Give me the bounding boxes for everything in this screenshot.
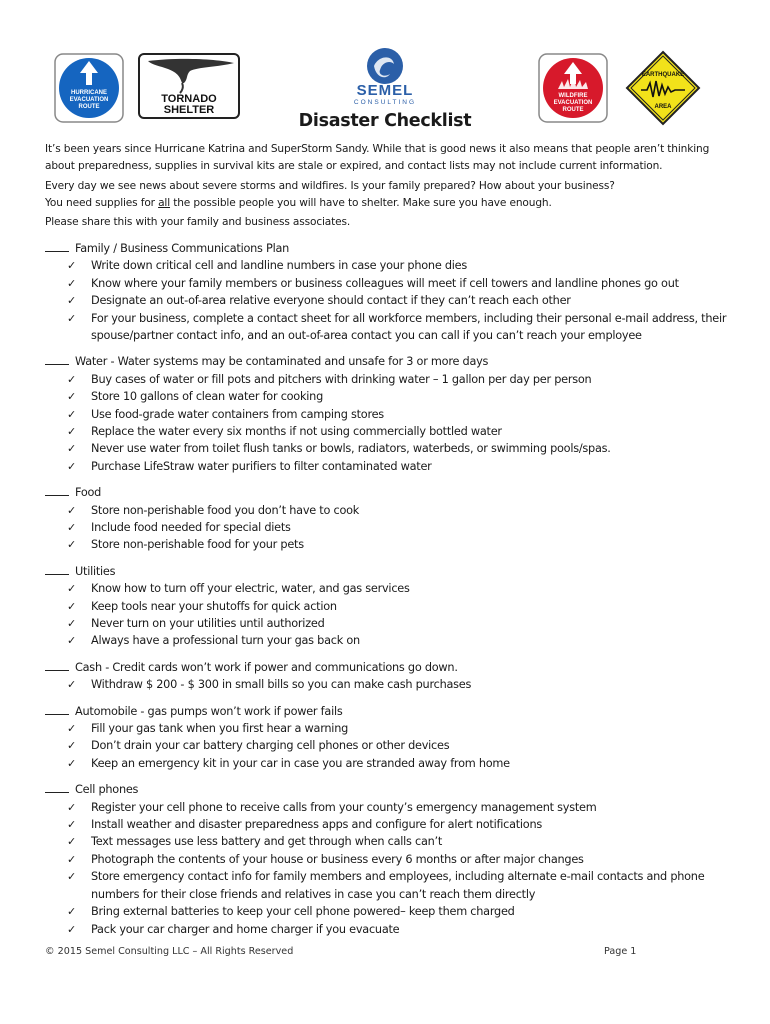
checkmark-icon: ✓ — [67, 521, 76, 535]
checkmark-icon: ✓ — [67, 678, 76, 692]
checklist-item — [45, 423, 735, 440]
checkmark-icon: ✓ — [67, 407, 76, 421]
checkmark-icon: ✓ — [67, 922, 76, 936]
checkmark-icon: ✓ — [67, 634, 76, 648]
checkmark-icon: ✓ — [67, 459, 76, 473]
checklist-section — [45, 703, 735, 773]
checklist-item — [45, 851, 735, 868]
checkmark-icon: ✓ — [67, 294, 76, 308]
section-title: Family / Business Communications Plan — [75, 242, 290, 255]
checklist-item-text: Buy cases of water or fill pots and pitchers with drinking water – 1 gallon per day per person — [91, 372, 592, 386]
checklist-item — [45, 720, 735, 737]
checklist-item — [45, 833, 735, 850]
checklist-item-text: Replace the water every six months if not using commercially bottled water — [91, 425, 502, 439]
checklist-item — [45, 371, 735, 388]
checklist-item — [45, 580, 735, 597]
checklist-item — [45, 440, 735, 457]
tornado-sign-line2: SHELTER — [163, 104, 215, 116]
checkbox-blank-line[interactable] — [45, 703, 69, 715]
intro-text-2a: Every day we see news about severe storms and wildfires. Is your family prepared? How about your business? — [45, 180, 615, 192]
section-heading — [45, 240, 735, 257]
footer-page-number: Page 1 — [604, 946, 637, 957]
section-heading — [45, 563, 735, 580]
intro-paragraph-3 — [45, 214, 735, 231]
checklist-item-text: Never use water from toilet flush tanks or bowls, radiators, waterbeds, or swimming pools/spas. — [91, 442, 611, 456]
checklist-item — [45, 388, 735, 405]
section-heading — [45, 703, 735, 720]
checkmark-icon: ✓ — [67, 870, 76, 884]
checklist-item — [45, 921, 735, 938]
checklist-item-text: Purchase LifeStraw water purifiers to filter contaminated water — [91, 459, 432, 473]
checklist-item-text: Use food-grade water containers from camping stores — [91, 407, 384, 421]
checklist-items — [45, 676, 735, 693]
checklist-item-text: Keep tools near your shutoffs for quick action — [91, 599, 337, 613]
checklist-item — [45, 406, 735, 423]
checklist-item-text: Store non-perishable food you don’t have to cook — [91, 503, 360, 517]
checklist-item — [45, 632, 735, 649]
checkbox-blank-line[interactable] — [45, 781, 69, 793]
checklist-item — [45, 799, 735, 816]
wildfire-sign-line1: WILDFIRE — [558, 93, 588, 99]
section-heading — [45, 659, 735, 676]
checklist-item-text: Write down critical cell and landline numbers in case your phone dies — [91, 259, 468, 273]
hurricane-sign-line2: EVACUATION — [69, 97, 109, 103]
section-title: Utilities — [75, 564, 116, 578]
checklist-item-text: Store non-perishable food for your pets — [91, 538, 304, 552]
checklist-item-text: Bring external batteries to keep your cell phone powered– keep them charged — [91, 905, 515, 919]
checklist-item — [45, 536, 735, 553]
wildfire-sign-line3: ROUTE — [562, 107, 584, 113]
checklist-item — [45, 310, 735, 345]
checkmark-icon: ✓ — [67, 442, 76, 456]
checklist-items — [45, 799, 735, 938]
checkmark-icon: ✓ — [67, 852, 76, 866]
checklist-item-text: Text messages use less battery and get through when calls can’t — [91, 835, 443, 849]
checkmark-icon: ✓ — [67, 582, 76, 596]
page-title: Disaster Checklist — [298, 111, 472, 131]
checklist-item-text: Store 10 gallons of clean water for cooking — [91, 390, 323, 404]
section-heading — [45, 484, 735, 501]
checklist-item — [45, 755, 735, 772]
section-note: - Credit cards won’t work if power and communications go down. — [101, 660, 458, 674]
checkbox-blank-line[interactable] — [45, 563, 69, 575]
section-heading — [45, 353, 735, 370]
checklist-item — [45, 676, 735, 693]
section-title: Automobile — [75, 704, 138, 718]
earthquake-sign-line1: EARTHQUAKE — [641, 72, 685, 78]
checklist-item — [45, 292, 735, 309]
checkmark-icon: ✓ — [67, 818, 76, 832]
tornado-shelter-sign — [138, 53, 240, 119]
intro-text-1: It’s been years since Hurricane Katrina and SuperStorm Sandy. While that is good news it also means that people aren’t thinking about preparedness, supplies in survival kits are stale or expired, and contact lists may not include current information. — [45, 143, 710, 172]
checklist-section — [45, 240, 735, 344]
section-note: - gas pumps won’t work if power fails — [137, 704, 343, 718]
checkbox-blank-line[interactable] — [45, 484, 69, 496]
intro-paragraph-2 — [45, 178, 735, 212]
checklist-items — [45, 371, 735, 475]
semel-consulting-logo — [340, 44, 430, 106]
checklist-item-text: Install weather and disaster preparedness apps and configure for alert notifications — [91, 818, 543, 832]
checklist-item-text: Include food needed for special diets — [91, 521, 291, 535]
checklist-item — [45, 275, 735, 292]
checklist-section — [45, 563, 735, 650]
checklist-item-text: Withdraw $ 200 - $ 300 in small bills so you can make cash purchases — [91, 678, 472, 692]
checklist-item-text: Pack your car charger and home charger if you evacuate — [91, 922, 400, 936]
checklist-item-text: Keep an emergency kit in your car in case you are stranded away from home — [91, 756, 510, 770]
footer-copyright: © 2015 Semel Consulting LLC – All Rights Reserved — [45, 946, 294, 957]
checkmark-icon: ✓ — [67, 390, 76, 404]
earthquake-sign-line2: AREA — [654, 104, 672, 110]
checklist-item-text: Always have a professional turn your gas back on — [91, 634, 360, 648]
checklist-item-text: Know how to turn off your electric, water, and gas services — [91, 582, 410, 596]
checklist-items — [45, 257, 735, 344]
checklist-body — [45, 240, 735, 938]
checklist-item — [45, 615, 735, 632]
section-heading — [45, 781, 735, 798]
section-title: Food — [75, 486, 102, 500]
intro-emphasis: all — [158, 197, 171, 209]
logo-name: SEMEL — [356, 82, 414, 99]
checklist-item-text: Fill your gas tank when you first hear a warning — [91, 722, 349, 736]
checkmark-icon: ✓ — [67, 311, 76, 325]
checkmark-icon: ✓ — [67, 800, 76, 814]
checklist-item — [45, 868, 735, 903]
checklist-items — [45, 720, 735, 772]
checklist-item — [45, 458, 735, 475]
checklist-item-text: Store emergency contact info for family members and employees, including alternate e-mail contacts and phone numbers for their close friends and relatives in case you can’t reach them directly — [91, 870, 705, 901]
checklist-section — [45, 659, 735, 694]
checklist-item — [45, 502, 735, 519]
checkmark-icon: ✓ — [67, 538, 76, 552]
checkmark-icon: ✓ — [67, 739, 76, 753]
checkmark-icon: ✓ — [67, 372, 76, 386]
hurricane-sign-line3: ROUTE — [78, 104, 100, 110]
checklist-item — [45, 903, 735, 920]
checkbox-blank-line[interactable] — [45, 353, 69, 365]
section-note: - Water systems may be contaminated and unsafe for 3 or more days — [107, 355, 489, 369]
wildfire-sign-line2: EVACUATION — [553, 100, 593, 106]
checkmark-icon: ✓ — [67, 425, 76, 439]
checkmark-icon: ✓ — [67, 617, 76, 631]
checklist-items — [45, 502, 735, 554]
checklist-item-text: Don’t drain your car battery charging cell phones or other devices — [91, 739, 450, 753]
checklist-item-text: Register your cell phone to receive calls from your county’s emergency management system — [91, 800, 597, 814]
checklist-item-text: Never turn on your utilities until authorized — [91, 617, 325, 631]
checklist-item — [45, 816, 735, 833]
hurricane-sign-line1: HURRICANE — [71, 90, 107, 96]
checkmark-icon: ✓ — [67, 599, 76, 613]
checklist-section — [45, 781, 735, 938]
checkmark-icon: ✓ — [67, 905, 76, 919]
logo-subtitle: CONSULTING — [353, 99, 417, 106]
checklist-item — [45, 737, 735, 754]
checkmark-icon: ✓ — [67, 276, 76, 290]
section-title: Water — [75, 355, 108, 369]
checkmark-icon: ✓ — [67, 756, 76, 770]
checklist-section — [45, 353, 735, 475]
page-footer — [45, 946, 645, 957]
checklist-item-text: Know where your family members or business colleagues will meet if cell towers and landline phones go out — [91, 276, 679, 290]
checklist-item-text: Photograph the contents of your house or business every 6 months or after major changes — [91, 852, 584, 866]
checklist-section — [45, 484, 735, 554]
section-title: Cash — [75, 660, 102, 674]
checkmark-icon: ✓ — [67, 259, 76, 273]
intro-text-3: Please share this with your family and business associates. — [45, 216, 351, 228]
checkmark-icon: ✓ — [67, 722, 76, 736]
checklist-item — [45, 519, 735, 536]
intro-paragraph-1 — [45, 141, 735, 175]
checklist-item-text: Designate an out-of-area relative everyone should contact if they can’t reach each other — [91, 294, 571, 308]
checkbox-blank-line[interactable] — [45, 240, 69, 252]
checkbox-blank-line[interactable] — [45, 659, 69, 671]
checkmark-icon: ✓ — [67, 503, 76, 517]
checkmark-icon: ✓ — [67, 835, 76, 849]
checklist-items — [45, 580, 735, 650]
intro-text-2b: You need supplies for all the possible people you will have to shelter. Make sure you have enough. — [45, 197, 552, 209]
checklist-item — [45, 257, 735, 274]
section-title: Cell phones — [75, 783, 139, 797]
tornado-sign-line1: TORNADO — [161, 93, 217, 105]
checklist-item-text: For your business, complete a contact sheet for all workforce members, including their personal e-mail address, their spouse/partner contact info, and an out-of-area contact you can call if you can’t reach your employee — [91, 311, 727, 343]
checklist-item — [45, 598, 735, 615]
